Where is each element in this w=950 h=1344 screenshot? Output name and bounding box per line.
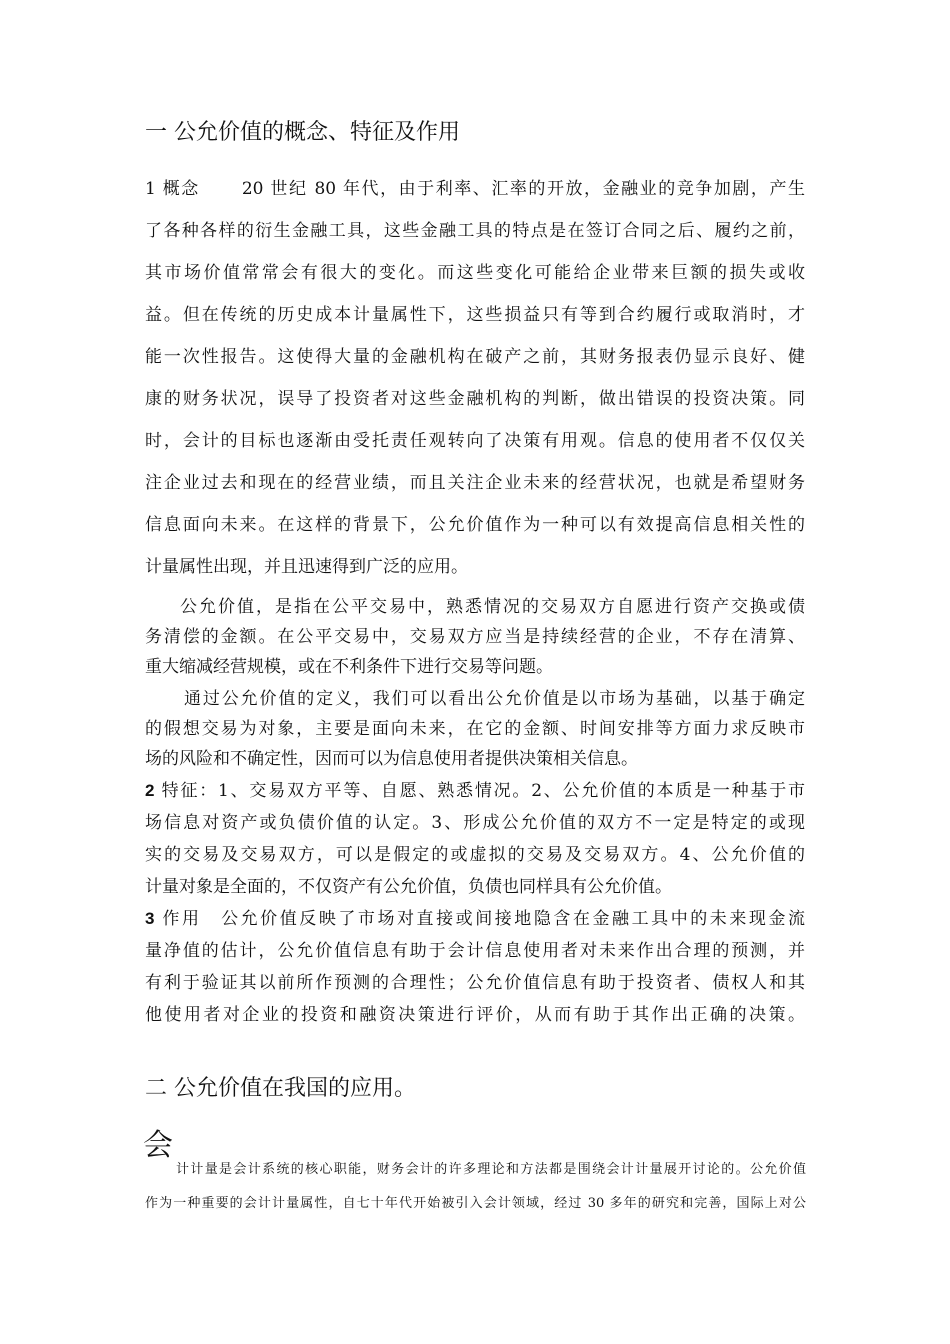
- features-line-2: 场信息对资产或负债价值的认定。3、形成公允价值的双方不一定是特定的或现: [145, 813, 805, 833]
- features-line-1: [145, 776, 805, 801]
- role-line-3: 有利于验证其以前所作预测的合理性；公允价值信息有助于投资者、债权人和其: [145, 973, 805, 993]
- analysis-line-2: 的假想交易为对象，主要是面向未来，在它的金额、时间安排等方面力求反映市: [145, 719, 805, 739]
- section2-line-1: 计计量是会计系统的核心职能，财务会计的许多理论和方法都是围绕会计计量展开讨论的。公允价值: [176, 1162, 806, 1177]
- features-line-3: 实的交易及交易双方，可以是假定的或虚拟的交易及交易双方。4、公允价值的: [145, 845, 805, 865]
- role-label: 3: [145, 909, 155, 928]
- concept-line-5: 能一次性报告。这使得大量的金融机构在破产之前，其财务报表仍显示良好、健: [145, 347, 805, 367]
- role-line-4: 他使用者对企业的投资和融资决策进行评价，从而有助于其作出正确的决策。: [145, 1005, 805, 1025]
- concept-label: 1 概念: [145, 179, 200, 199]
- concept-line-4: 益。但在传统的历史成本计量属性下，这些损益只有等到合约履行或取消时，才: [145, 305, 805, 325]
- role-text-1: 作用 公允价值反映了市场对直接或间接地隐含在金融工具中的未来现金流: [162, 909, 805, 929]
- section2-line-2: 作为一种重要的会计计量属性，自七十年代开始被引入会计领域，经过 30 多年的研究和完善，国际上对公: [145, 1196, 806, 1211]
- concept-text-1: 20 世纪 80 年代，由于利率、汇率的开放，金融业的竞争加剧，产生: [241, 179, 805, 199]
- concept-line-2: 了各种各样的衍生金融工具，这些金融工具的特点是在签订合同之后、履约之前，: [145, 221, 805, 241]
- role-line-2: 量净值的估计，公允价值信息有助于会计信息使用者对未来作出合理的预测，并: [145, 941, 805, 961]
- features-label: 2: [145, 781, 155, 800]
- concept-line-7: 时，会计的目标也逐渐由受托责任观转向了决策有用观。信息的使用者不仅仅关: [145, 431, 805, 451]
- definition-line-1: 公允价值，是指在公平交易中，熟悉情况的交易双方自愿进行资产交换或债: [180, 597, 805, 617]
- role-line-1: [145, 904, 805, 929]
- analysis-line-1: 通过公允价值的定义，我们可以看出公允价值是以市场为基础，以基于确定: [184, 689, 805, 709]
- definition-line-3: 重大缩减经营规模，或在不利条件下进行交易等问题。: [145, 657, 553, 677]
- features-line-4: 计量对象是全面的，不仅资产有公允价值，负债也同样具有公允价值。: [145, 877, 672, 897]
- section1-heading: 一 公允价值的概念、特征及作用: [145, 120, 460, 145]
- features-text-1: 特征：1、交易双方平等、自愿、熟悉情况。2、公允价值的本质是一种基于市: [161, 781, 806, 801]
- section2-heading: 二 公允价值在我国的应用。: [145, 1076, 416, 1101]
- concept-line-6: 康的财务状况，误导了投资者对这些金融机构的判断，做出错误的投资决策。同: [145, 389, 805, 409]
- concept-line-9: 信息面向未来。在这样的背景下，公允价值作为一种可以有效提高信息相关性的: [145, 515, 805, 535]
- definition-line-2: 务清偿的金额。在公平交易中，交易双方应当是持续经营的企业，不存在清算、: [145, 627, 805, 647]
- concept-line-10: 计量属性出现，并且迅速得到广泛的应用。: [145, 557, 468, 577]
- analysis-line-3: 场的风险和不确定性，因而可以为信息使用者提供决策相关信息。: [145, 749, 638, 769]
- concept-line-8: 注企业过去和现在的经营业绩，而且关注企业未来的经营状况，也就是希望财务: [145, 473, 805, 493]
- dropcap-character: 会: [143, 1128, 173, 1163]
- concept-line-1: [145, 174, 805, 199]
- concept-line-3: 其市场价值常常会有很大的变化。而这些变化可能给企业带来巨额的损失或收: [145, 263, 805, 283]
